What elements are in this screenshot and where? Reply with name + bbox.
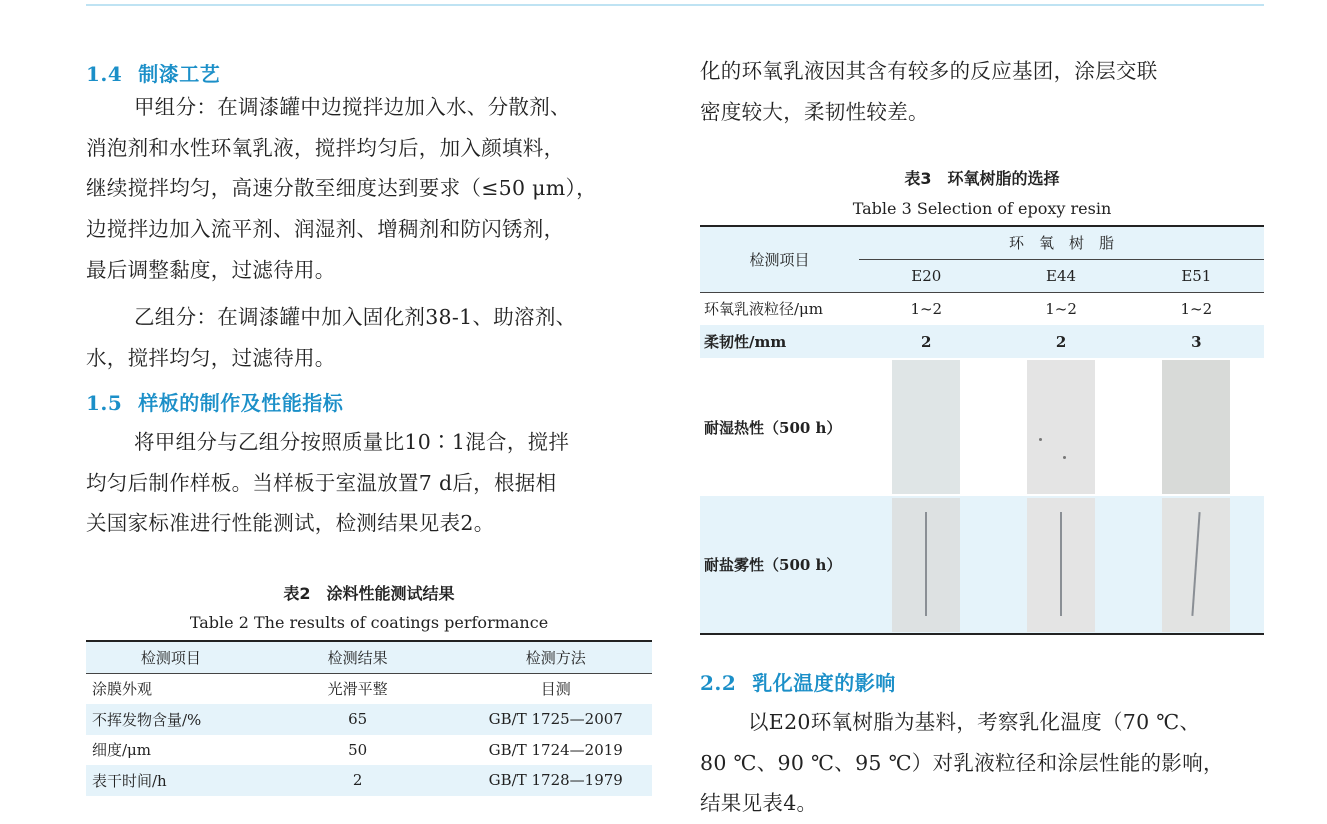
table-cell (1129, 496, 1264, 634)
table-header-row (700, 226, 1264, 259)
table-header-cell: E20 (911, 266, 942, 285)
table-cell: 光滑平整 (327, 680, 388, 699)
humid-test-photo (1162, 360, 1230, 494)
table-cell: 柔韧性/mm (704, 333, 787, 351)
table-header-cell: 检测结果 (327, 648, 388, 667)
table-3 (700, 225, 1264, 635)
table-cell: 1~2 (1045, 299, 1077, 318)
table-cell (993, 496, 1128, 634)
table-header-cell: 检测方法 (525, 648, 586, 667)
table-row (86, 765, 652, 796)
table-cell: 1~2 (1180, 299, 1213, 318)
scratch-line (925, 512, 927, 616)
table-cell (1129, 358, 1264, 496)
table-cell: 1~2 (910, 299, 943, 318)
salt-spray-photo (892, 498, 960, 632)
table-cell: 2 (921, 332, 932, 351)
table-row (700, 358, 1264, 496)
table-header-cell: 检测项目 (700, 226, 859, 292)
table-cell: GB/T 1724—2019 (488, 740, 623, 759)
paragraph-emulsify-temp: 以E20环氧树脂为基料，考察乳化温度（70 ℃、 80 ℃、90 ℃、95 ℃）对乳液粒径和涂层性能的影响， 结果见表4。 (700, 710, 1224, 816)
defect-dot (1063, 456, 1066, 459)
salt-spray-photo (1162, 498, 1230, 632)
paragraph-component-a: 甲组分：在调漆罐中边搅拌边加入水、分散剂、 消泡剂和水性环氧乳液，搅拌均匀后，加入颜填料， 继续搅拌均匀，高速分散至细度达到要求（≤50 μm）， 边搅拌边加入流平剂、润湿剂、增稠剂和防闪锈剂， 最后调整黏度，过滤待用。 (86, 95, 597, 282)
table-cell: GB/T 1728—1979 (488, 771, 623, 790)
table-header-cell: E51 (1181, 266, 1212, 285)
table-header-cell: 检测项目 (140, 648, 201, 667)
table3-caption-en: Table 3 Selection of epoxy resin (852, 199, 1112, 218)
scratch-line (1192, 512, 1201, 616)
table-row (700, 292, 1264, 325)
table-cell: 涂膜外观 (92, 680, 153, 699)
section-heading-1-5: 1.5 样板的制作及性能指标 (86, 391, 344, 415)
paragraph-continued: 化的环氧乳液因其含有较多的反应基团，涂层交联 密度较大，柔韧性较差。 (700, 59, 1158, 124)
table-cell: 耐盐雾性（500 h） (704, 556, 842, 574)
table-cell (859, 358, 993, 496)
table-2 (86, 640, 652, 796)
table-cell: 2 (1055, 332, 1067, 351)
table-row (700, 496, 1264, 634)
table-cell: GB/T 1725—2007 (488, 710, 623, 729)
table-row (86, 704, 652, 735)
defect-dot (1039, 438, 1042, 441)
table-cell (993, 358, 1128, 496)
table3-caption-cn: 表3 环氧树脂的选择 (904, 169, 1060, 188)
table2-caption-cn: 表2 涂料性能测试结果 (283, 584, 455, 603)
section-heading-2-2: 2.2 乳化温度的影响 (700, 671, 896, 695)
table-row (700, 325, 1264, 358)
table-cell (859, 496, 993, 634)
paragraph-sample-prep: 将甲组分与乙组分按照质量比10∶1混合，搅拌 均匀后制作样板。当样板于室温放置7 d后，根据相 关国家标准进行性能测试，检测结果见表2。 (86, 430, 570, 536)
table-cell: 2 (352, 771, 363, 790)
table-cell: 表干时间/h (92, 771, 167, 790)
table2-caption-en: Table 2 The results of coatings performance (189, 613, 549, 632)
table-cell: 环氧乳液粒径/μm (704, 300, 824, 319)
scratch-line (1060, 512, 1062, 616)
section-heading-1-4: 1.4 制漆工艺 (86, 62, 221, 86)
humid-test-photo (1027, 360, 1095, 494)
table-cell: 不挥发物含量/% (92, 710, 202, 729)
humid-test-photo (892, 360, 960, 494)
paragraph-component-b: 乙组分：在调漆罐中加入固化剂38-1、助溶剂、 水，搅拌均匀，过滤待用。 (86, 305, 577, 370)
table-cell: 3 (1191, 332, 1202, 351)
table-header-row (86, 641, 652, 673)
table-cell: 65 (348, 710, 368, 729)
table-cell: 耐湿热性（500 h） (704, 418, 842, 437)
header-rule (86, 4, 1264, 6)
table-row (86, 673, 652, 704)
salt-spray-photo (1027, 498, 1095, 632)
table-cell: 目测 (540, 680, 571, 699)
table-cell: 50 (348, 740, 368, 759)
table-row (86, 735, 652, 766)
table-cell: 细度/μm (92, 741, 152, 760)
table-header-group: 环 氧 树 脂 (859, 226, 1264, 259)
table-header-cell: E44 (1046, 266, 1077, 285)
